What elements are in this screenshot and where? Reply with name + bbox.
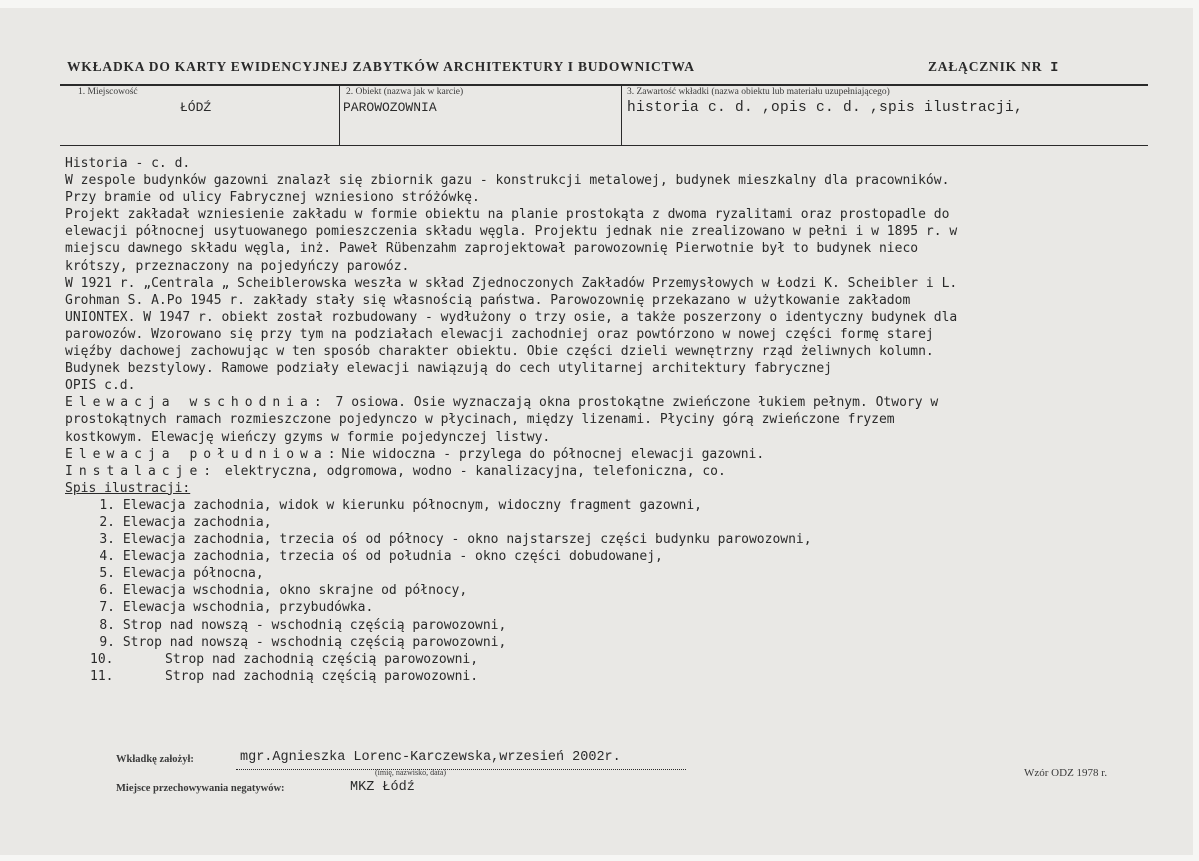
item-number: 6. — [99, 583, 115, 599]
body-line: W 1921 r. „Centrala „ Scheiblerowska weszła w skład Zjednoczonych Zakładów Przemysłowych w Łodzi K. Scheibler i L. — [65, 275, 958, 291]
installations-label: Instalacje: — [65, 463, 218, 479]
item-number: 4. — [99, 549, 115, 565]
body-line: UNIONTEX. W 1947 r. obiekt został rozbudowany - wydłużony o trzy osie, a także poszerzony o identyczny budynek dla — [65, 309, 958, 325]
south-elevation-label: Elewacja południowa: — [65, 446, 342, 462]
object-value: PAROWOZOWNIA — [343, 100, 437, 115]
founder-label: Wkładkę założył: — [116, 754, 194, 765]
illustrations-heading: Spis ilustracji: — [65, 480, 191, 496]
item-text: Elewacja północna, — [122, 566, 264, 582]
body-line: Projekt zakładał wzniesienie zakładu w formie obiektu na planie prostokąta z dwoma ryzalitami oraz prostopadle do — [65, 207, 950, 223]
object-label: 2. Obiekt (nazwa jak w karcie) — [346, 87, 464, 97]
item-number: 5. — [99, 566, 115, 582]
list-item — [65, 651, 1155, 668]
item-text: Elewacja wschodnia, okno skrajne od północy, — [122, 583, 468, 599]
item-number: 9. — [99, 634, 115, 650]
body-line: OPIS c.d. — [65, 378, 136, 394]
item-number: 10. — [90, 651, 114, 667]
item-text: Elewacja zachodnia, trzecia oś od południa - okno części dobudowanej, — [122, 549, 663, 565]
body-line: więźby dachowej zachowując w ten sposób charakter obiektu. Obie części dzieli wewnętrzny rząd żeliwnych kolumn. — [65, 344, 934, 360]
template-note: Wzór ODZ 1978 r. — [1024, 767, 1108, 779]
list-item — [65, 668, 1155, 685]
installations-text: elektryczna, odgromowa, wodno - kanalizacyjna, telefoniczna, co. — [217, 463, 726, 479]
founder-caption: (imię, nazwisko, data) — [375, 768, 447, 777]
form-title: WKŁADKA DO KARTY EWIDENCYJNEJ ZABYTKÓW ARCHITEKTURY I BUDOWNICTWA — [67, 59, 695, 74]
table-divider-1 — [339, 86, 340, 145]
body-line: krótszy, przeznaczony na pojedyńczy parowóz. — [65, 258, 410, 274]
founder-dotted-line — [236, 769, 686, 770]
annex-label: ZAŁĄCZNIK NR — [928, 59, 1043, 74]
item-number: 3. — [99, 532, 115, 548]
page-edge-top — [0, 0, 1199, 8]
body-line: Grohman S. A.Po 1945 r. zakłady stały się własnością państwa. Parowozownię przekazano w użytkowanie zakładom — [65, 292, 911, 308]
body-line: elewacji północnej usytuowanego pomieszczenia składu węgla. Projektu jednak nie zrealizowano w pełni i w 1895 r. w — [65, 224, 958, 240]
item-number: 2. — [99, 514, 115, 530]
east-elevation-text: 7 osiowa. Osie wyznaczają okna prostokątne zwieńczone łukiem pełnym. Otwory w — [327, 395, 939, 411]
list-item — [65, 582, 1155, 599]
south-elevation-line — [65, 446, 1155, 463]
item-text: Strop nad zachodnią częścią parowozowni, — [165, 651, 479, 667]
list-item — [65, 634, 1155, 651]
item-number: 1. — [99, 497, 115, 513]
contents-label: 3. Zawartość wkładki (nazwa obiektu lub materiału uzupełniającego) — [627, 87, 890, 97]
body-line: Przy bramie od ulicy Fabrycznej wzniesiono stróżówkę. — [65, 190, 480, 206]
body-line: prostokątnych ramach rozmieszczone pojedynczo w płycinach, między lizenami. Płyciny górą zwieńczone fryzem — [65, 412, 895, 428]
item-number: 8. — [99, 617, 115, 633]
page-edge-bottom — [0, 855, 1199, 861]
body-line: W zespole budynków gazowni znalazł się zbiornik gazu - konstrukcji metalowej, budynek mieszkalny dla pracowników. — [65, 173, 950, 189]
contents-value: historia c. d. ,opis c. d. ,spis ilustracji, — [627, 100, 1024, 116]
item-text: Elewacja wschodnia, przybudówka. — [122, 600, 374, 616]
installations-line — [65, 463, 1155, 480]
body-line: Historia - c. d. — [65, 156, 191, 171]
location-value: ŁÓDŹ — [180, 100, 212, 115]
illustrations-list — [65, 497, 1155, 685]
document-body — [65, 155, 1155, 685]
east-elevation-label: Elewacja wschodnia: — [65, 395, 328, 411]
item-text: Strop nad nowszą - wschodnią częścią parowozowni, — [122, 634, 507, 650]
list-item — [65, 548, 1155, 565]
storage-value: MKZ Łódź — [350, 780, 415, 795]
page-edge-right — [1193, 0, 1199, 861]
item-number: 11. — [90, 668, 114, 684]
south-elevation-text: Nie widoczna - przylega do północnej elewacji gazowni. — [341, 446, 765, 462]
storage-label: Miejsce przechowywania negatywów: — [116, 783, 285, 794]
table-bottom-rule — [60, 145, 1148, 146]
east-elevation-line — [65, 394, 1155, 411]
item-text: Elewacja zachodnia, — [122, 514, 272, 530]
item-text: Strop nad zachodnią częścią parowozowni. — [165, 668, 479, 684]
table-top-rule — [60, 84, 1148, 86]
item-text: Elewacja zachodnia, trzecia oś od północy - okno najstarszej części budynku parowozowni, — [122, 532, 812, 548]
table-divider-2 — [621, 86, 622, 145]
body-line: parowozów. Wzorowano się przy tym na podziałach elewacji zachodniej oraz powtórzono w nowej części formę starej — [65, 326, 934, 342]
item-number: 7. — [99, 600, 115, 616]
body-line: kostkowym. Elewację wieńczy gzyms w formie pojedynczej listwy. — [65, 429, 551, 445]
item-text: Elewacja zachodnia, widok w kierunku północnym, widoczny fragment gazowni, — [122, 497, 703, 513]
list-item — [65, 497, 1155, 514]
founder-value: mgr.Agnieszka Lorenc-Karczewska,wrzesień 2002r. — [240, 750, 621, 765]
location-label: 1. Miejscowość — [78, 87, 138, 97]
list-item — [65, 565, 1155, 582]
list-item — [65, 514, 1155, 531]
body-line: Budynek bezstylowy. Ramowe podziały elewacji nawiązują do cech utylitarnej architektury fabrycznej — [65, 361, 833, 377]
list-item — [65, 617, 1155, 634]
annex-number: I — [1050, 61, 1060, 76]
annex-header — [928, 59, 1059, 76]
list-item — [65, 531, 1155, 548]
body-line: miejscu dawnego składu węgla, inż. Paweł Rübenzahm zaprojektował parowozownię Pierwotnie był to budynek nieco — [65, 241, 919, 257]
item-text: Strop nad nowszą - wschodnią częścią parowozowni, — [122, 617, 507, 633]
list-item — [65, 599, 1155, 616]
